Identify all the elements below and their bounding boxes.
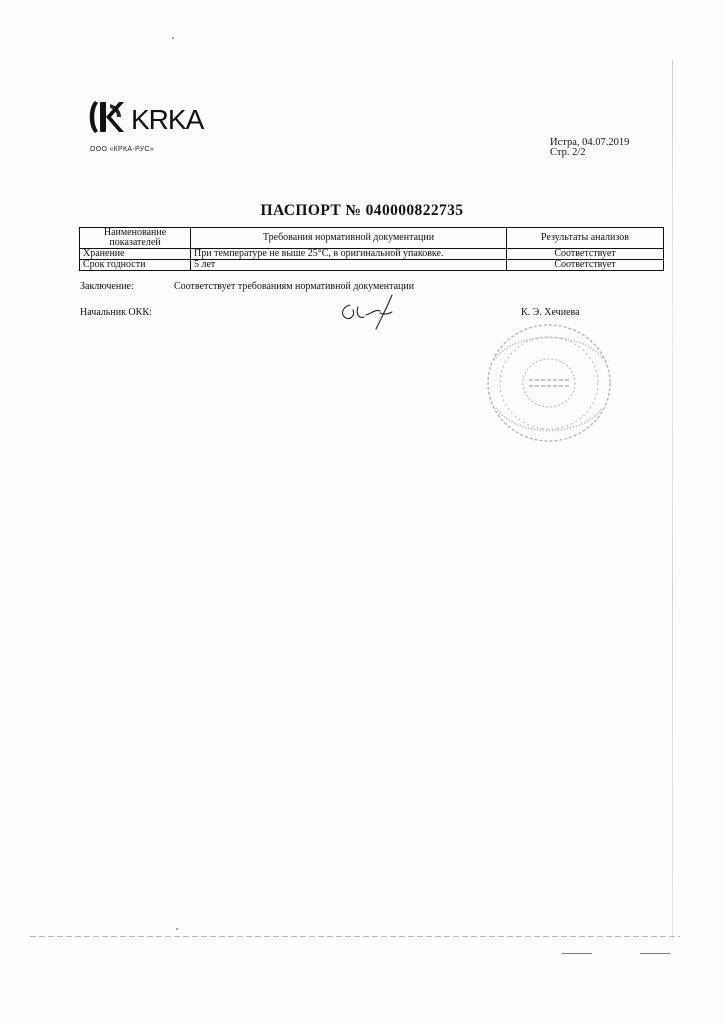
table-cell: Хранение — [80, 249, 191, 260]
conclusion-label: Заключение: — [80, 281, 134, 292]
spec-table — [79, 227, 664, 271]
table-row — [80, 249, 664, 260]
table-cell: Соответствует — [507, 249, 664, 260]
place-date-block — [550, 138, 629, 158]
company-stamp — [484, 320, 614, 446]
scan-speck — [176, 928, 178, 930]
passport-title: ПАСПОРТ № 040000822735 — [260, 202, 464, 219]
column-header: Наименование показателей — [80, 228, 191, 249]
signature — [336, 293, 406, 333]
svg-text:KRKA: KRKA — [131, 104, 204, 135]
signatory-name: К. Э. Хечиева — [521, 307, 580, 318]
table-cell: При температуре не выше 25°С, в оригинальной упаковке. — [191, 249, 507, 260]
krka-logo — [86, 98, 216, 136]
table-row — [80, 260, 664, 271]
column-header: Результаты анализов — [507, 228, 664, 249]
scan-speck — [172, 37, 174, 39]
scan-bottom-line — [30, 936, 680, 937]
table-cell: 5 лет — [191, 260, 507, 271]
company-name: ООО «КРКА-РУС» — [90, 146, 155, 153]
scan-dash — [640, 953, 670, 954]
place-date: Истра, 04.07.2019 — [550, 137, 630, 148]
table-header-row — [80, 228, 664, 249]
table-cell: Срок годности — [80, 260, 191, 271]
page-number: Стр. 2/2 — [550, 147, 586, 158]
table-cell: Соответствует — [507, 260, 664, 271]
column-header: Требования нормативной документации — [191, 228, 507, 249]
signatory-label: Начальник ОКК: — [80, 307, 152, 318]
scan-dash — [562, 953, 592, 954]
conclusion-value: Соответствует требованиям нормативной документации — [174, 281, 415, 292]
scan-edge-line — [672, 60, 673, 940]
